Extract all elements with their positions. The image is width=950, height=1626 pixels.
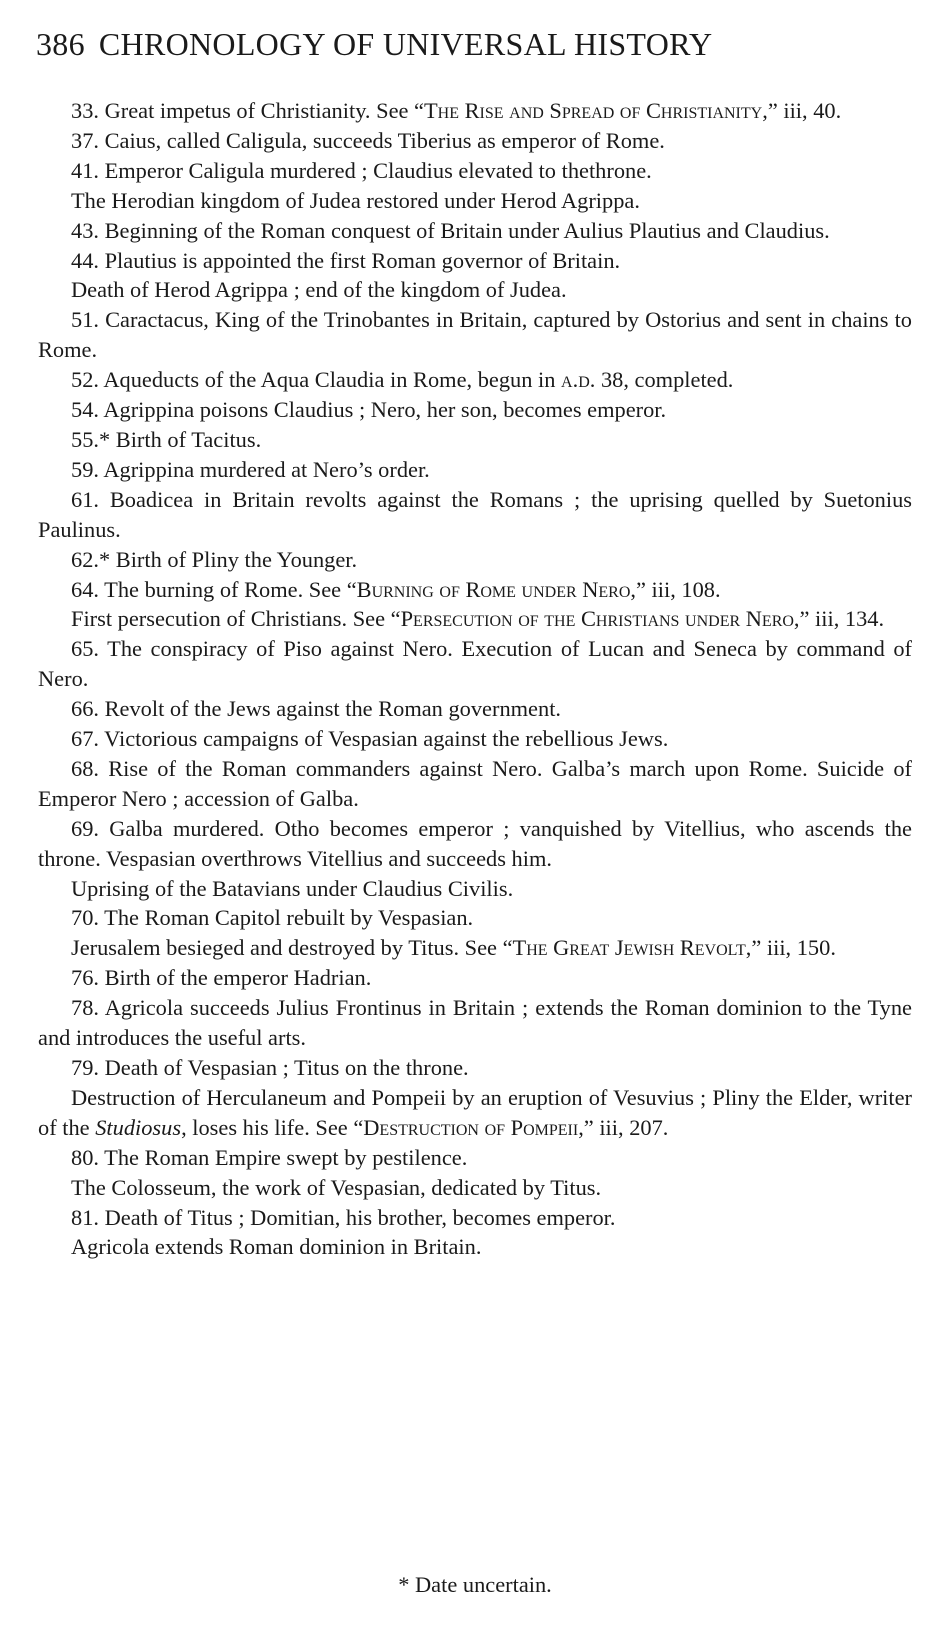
entry-text: 81. Death of Titus ; Domitian, his brother, becomes emperor. <box>71 1204 616 1230</box>
chronology-entry <box>38 156 912 186</box>
chronology-entry <box>38 216 912 246</box>
entry-text: 67. Victorious campaigns of Vespasian against the rebellious Jews. <box>71 726 669 752</box>
entry-text: ,” iii, 40. <box>762 98 842 123</box>
chronology-entry <box>38 575 912 605</box>
entry-text: Uprising of the Batavians under Claudius Civilis. <box>71 875 514 901</box>
entry-text: The Herodian kingdom of Judea restored under Herod Agrippa. <box>71 187 640 213</box>
chronology-entry <box>38 874 912 904</box>
entry-text: 51. Caractacus, King of the Trinobantes in Britain, captured by Ostorius and sent in chains to Rome. <box>38 307 912 363</box>
entry-text: 80. The Roman Empire swept by pestilence. <box>71 1144 468 1170</box>
cross-reference: a.d. <box>561 367 596 393</box>
cross-reference: Destruction of Pompeii <box>363 1114 579 1140</box>
entry-text: 68. Rise of the Roman commanders against Nero. Galba’s march upon Rome. Suicide of Emperor Nero ; accession of Galba. <box>38 755 912 811</box>
entry-text: 52. Aqueducts of the Aqua Claudia in Rome, begun in <box>71 367 562 393</box>
chronology-entry <box>38 275 912 305</box>
chronology-entries <box>38 96 912 1262</box>
entry-text: 37. Caius, called Caligula, succeeds Tiberius as emperor of Rome. <box>71 127 665 153</box>
chronology-entry <box>38 1083 912 1143</box>
entry-text: 54. Agrippina poisons Claudius ; Nero, her son, becomes emperor. <box>71 397 667 423</box>
entry-text: 64. The burning of Rome. See “ <box>71 576 357 602</box>
entry-text: 33. Great impetus of Christianity. See “ <box>71 98 424 123</box>
chronology-entry <box>38 545 912 575</box>
page-number: 386 <box>36 26 85 62</box>
chronology-entry <box>38 96 912 126</box>
entry-text: 65. The conspiracy of Piso against Nero. Execution of Lucan and Seneca by command of Nero. <box>38 636 912 692</box>
entry-text: Agricola extends Roman dominion in Britain. <box>71 1234 482 1260</box>
entry-text: 70. The Roman Capitol rebuilt by Vespasian. <box>71 905 474 931</box>
entry-text: Destruction of Herculaneum and Pompeii by an eruption of Vesuvius ; Pliny the Elder, writer of the <box>38 1084 912 1140</box>
entry-text: The Colosseum, the work of Vespasian, dedicated by Titus. <box>71 1174 602 1200</box>
entry-text: ,” iii, 108. <box>630 576 721 602</box>
chronology-entry <box>38 485 912 545</box>
chronology-entry <box>38 126 912 156</box>
chronology-entry <box>38 1232 912 1262</box>
entry-text: 78. Agricola succeeds Julius Frontinus in Britain ; extends the Roman dominion to the Tyne and introduces the useful arts. <box>38 995 912 1051</box>
entry-text: 79. Death of Vespasian ; Titus on the throne. <box>71 1055 469 1080</box>
chronology-entry <box>38 993 912 1053</box>
entry-text: ,” iii, 150. <box>745 935 836 961</box>
chronology-entry <box>38 814 912 874</box>
entry-text: 66. Revolt of the Jews against the Roman government. <box>71 696 562 722</box>
entry-text: 59. Agrippina murdered at Nero’s order. <box>71 456 430 482</box>
chronology-entry <box>38 694 912 724</box>
entry-text: ,” iii, 134. <box>793 606 885 632</box>
chronology-entry <box>38 455 912 485</box>
running-header <box>36 26 712 63</box>
chronology-entry <box>38 1143 912 1173</box>
entry-text: 55.* Birth of Tacitus. <box>71 426 262 452</box>
entry-text: Jerusalem besieged and destroyed by Titus. See “ <box>71 935 513 961</box>
chronology-entry <box>38 933 912 963</box>
chronology-entry <box>38 1053 912 1083</box>
chronology-entry <box>38 903 912 933</box>
entry-text: ,” iii, 207. <box>578 1114 669 1140</box>
chronology-entry <box>38 365 912 395</box>
italic-title: Studiosus <box>95 1114 182 1140</box>
footnote: * Date uncertain. <box>398 1572 552 1597</box>
chronology-entry <box>38 395 912 425</box>
chronology-entry <box>38 305 912 365</box>
chronology-entry <box>38 246 912 276</box>
cross-reference: The Rise and Spread of Christianity <box>424 98 763 123</box>
entry-text: 62.* Birth of Pliny the Younger. <box>71 546 358 572</box>
chronology-entry <box>38 425 912 455</box>
chronology-entry <box>38 186 912 216</box>
chronology-entry <box>38 724 912 754</box>
chronology-entry <box>38 754 912 814</box>
entry-text: First persecution of Christians. See “ <box>71 606 401 632</box>
entry-text: 44. Plautius is appointed the first Roman governor of Britain. <box>71 247 621 273</box>
entry-text: , loses his life. See “ <box>181 1114 364 1140</box>
cross-reference: The Great Jewish Revolt <box>512 935 746 961</box>
entry-text: 43. Beginning of the Roman conquest of Britain under Aulius Plautius and Claudius. <box>71 217 830 243</box>
chronology-entry <box>38 1203 912 1233</box>
cross-reference: Persecution of the Christians under Nero <box>400 606 794 632</box>
chronology-entry <box>38 1173 912 1203</box>
cross-reference: Burning of Rome under Nero <box>356 576 631 602</box>
entry-text: 41. Emperor Caligula murdered ; Claudius elevated to thethrone. <box>71 157 652 183</box>
entry-text: 38, completed. <box>595 367 734 393</box>
entry-text: 61. Boadicea in Britain revolts against the Romans ; the uprising quelled by Suetonius Paulinus. <box>38 486 912 542</box>
entry-text: Death of Herod Agrippa ; end of the kingdom of Judea. <box>71 277 567 303</box>
chronology-entry <box>38 604 912 634</box>
running-title: CHRONOLOGY OF UNIVERSAL HISTORY <box>98 26 713 62</box>
chronology-entry <box>38 963 912 993</box>
chronology-entry <box>38 634 912 694</box>
entry-text: 76. Birth of the emperor Hadrian. <box>71 965 372 991</box>
entry-text: 69. Galba murdered. Otho becomes emperor ; vanquished by Vitellius, who ascends the throne. Vespasian overthrows Vitellius and succeeds him. <box>38 815 912 871</box>
